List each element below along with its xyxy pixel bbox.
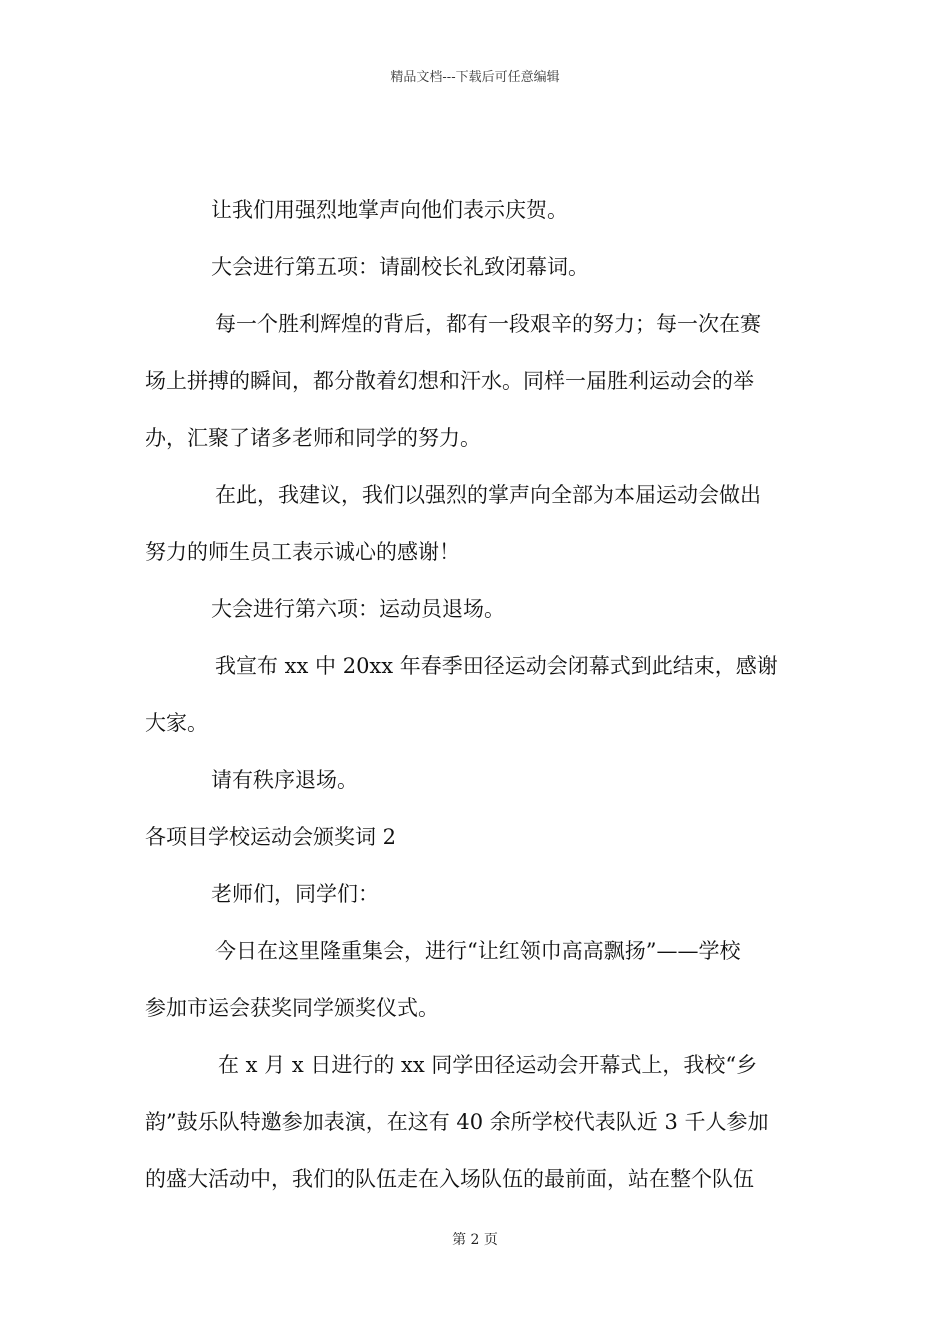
text-line: 努力的师生员工表示诚心的感谢！ <box>145 540 460 564</box>
text-line: 大会进行第五项：请副校长礼致闭幕词。 <box>211 255 589 279</box>
text-line: 参加市运会获奖同学颁奖仪式。 <box>145 996 439 1020</box>
section-heading: 各项目学校运动会颁奖词 2 <box>145 825 397 849</box>
page-header: 精品文档---下载后可任意编辑 <box>390 70 560 85</box>
text-line: 每一个胜利辉煌的背后，都有一段艰辛的努力；每一次在赛 <box>215 312 761 336</box>
text-line: 的盛大活动中，我们的队伍走在入场队伍的最前面，站在整个队伍 <box>145 1167 754 1191</box>
text-line: 今日在这里隆重集会，进行“让红领巾高高飘扬”——学校 <box>215 939 741 963</box>
text-line: 在此，我建议，我们以强烈的掌声向全部为本届运动会做出 <box>215 483 761 507</box>
text-line: 办，汇聚了诸多老师和同学的努力。 <box>145 426 481 450</box>
page-number: 第 2 页 <box>452 1232 498 1248</box>
text-line: 大会进行第六项：运动员退场。 <box>211 597 505 621</box>
text-line: 大家。 <box>145 711 208 735</box>
text-line: 请有秩序退场。 <box>211 768 358 792</box>
text-line: 场上拼搏的瞬间，都分散着幻想和汗水。同样一届胜利运动会的举 <box>145 369 754 393</box>
text-line: 在 x 月 x 日进行的 xx 同学田径运动会开幕式上，我校“乡 <box>218 1053 758 1077</box>
text-line: 老师们，同学们： <box>211 882 379 906</box>
text-line: 我宣布 xx 中 20xx 年春季田径运动会闭幕式到此结束，感谢 <box>215 654 778 678</box>
text-line: 韵”鼓乐队特邀参加表演，在这有 40 余所学校代表队近 3 千人参加 <box>145 1110 769 1134</box>
text-line: 让我们用强烈地掌声向他们表示庆贺。 <box>211 198 568 222</box>
